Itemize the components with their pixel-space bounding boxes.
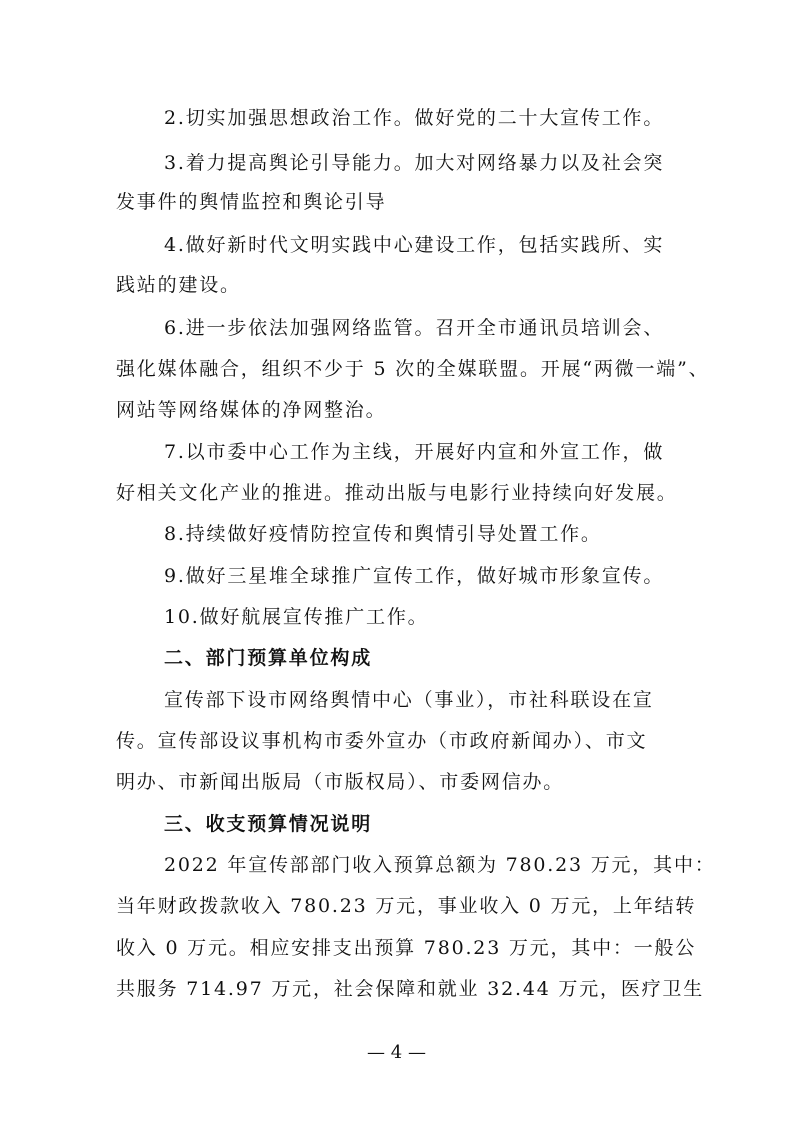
paragraph-line: 3.着力提高舆论引导能力。加大对网络暴力以及社会突 [164, 152, 665, 174]
paragraph-line: 10.做好航展宣传推广工作。 [164, 606, 429, 628]
paragraph-line: 传。宣传部设议事机构市委外宣办（市政府新闻办）、市文 [116, 730, 648, 752]
paragraph-line: 9.做好三星堆全球推广宣传工作，做好城市形象宣传。 [164, 565, 665, 587]
paragraph-line: 收入 0 万元。相应安排支出预算 780.23 万元，其中：一般公 [116, 937, 697, 959]
paragraph-line: 践站的建设。 [116, 274, 241, 296]
paragraph-line: 当年财政拨款收入 780.23 万元，事业收入 0 万元，上年结转 [116, 895, 697, 917]
paragraph-line: 6.进一步依法加强网络监管。召开全市通讯员培训会、 [164, 317, 665, 339]
paragraph-line: 宣传部下设市网络舆情中心（事业），市社科联设在宣 [164, 689, 654, 711]
paragraph-line: 共服务 714.97 万元，社会保障和就业 32.44 万元，医疗卫生 [116, 978, 705, 1000]
section-heading: 二、部门预算单位构成 [164, 647, 373, 669]
paragraph-line: 8.持续做好疫情防控宣传和舆情引导处置工作。 [164, 523, 602, 545]
paragraph-line: 2022 年宣传部部门收入预算总额为 780.23 万元，其中： [164, 854, 716, 876]
paragraph-line: 明办、市新闻出版局（市版权局）、市委网信办。 [116, 771, 565, 793]
paragraph-line: 2.切实加强思想政治工作。做好党的二十大宣传工作。 [164, 107, 665, 129]
page-number: — 4 — [367, 1042, 426, 1063]
section-heading: 三、收支预算情况说明 [164, 813, 373, 835]
paragraph-line: 发事件的舆情监控和舆论引导 [116, 191, 387, 213]
paragraph-line: 强化媒体融合，组织不少于 5 次的全媒联盟。开展“两微一端”、 [116, 358, 710, 380]
paragraph-line: 网站等网络媒体的净网整治。 [116, 399, 387, 421]
paragraph-line: 4.做好新时代文明实践中心建设工作，包括实践所、实 [164, 234, 665, 256]
paragraph-line: 7.以市委中心工作为主线，开展好内宣和外宣工作，做 [164, 441, 665, 463]
paragraph-line: 好相关文化产业的推进。推动出版与电影行业持续向好发展。 [116, 482, 678, 504]
